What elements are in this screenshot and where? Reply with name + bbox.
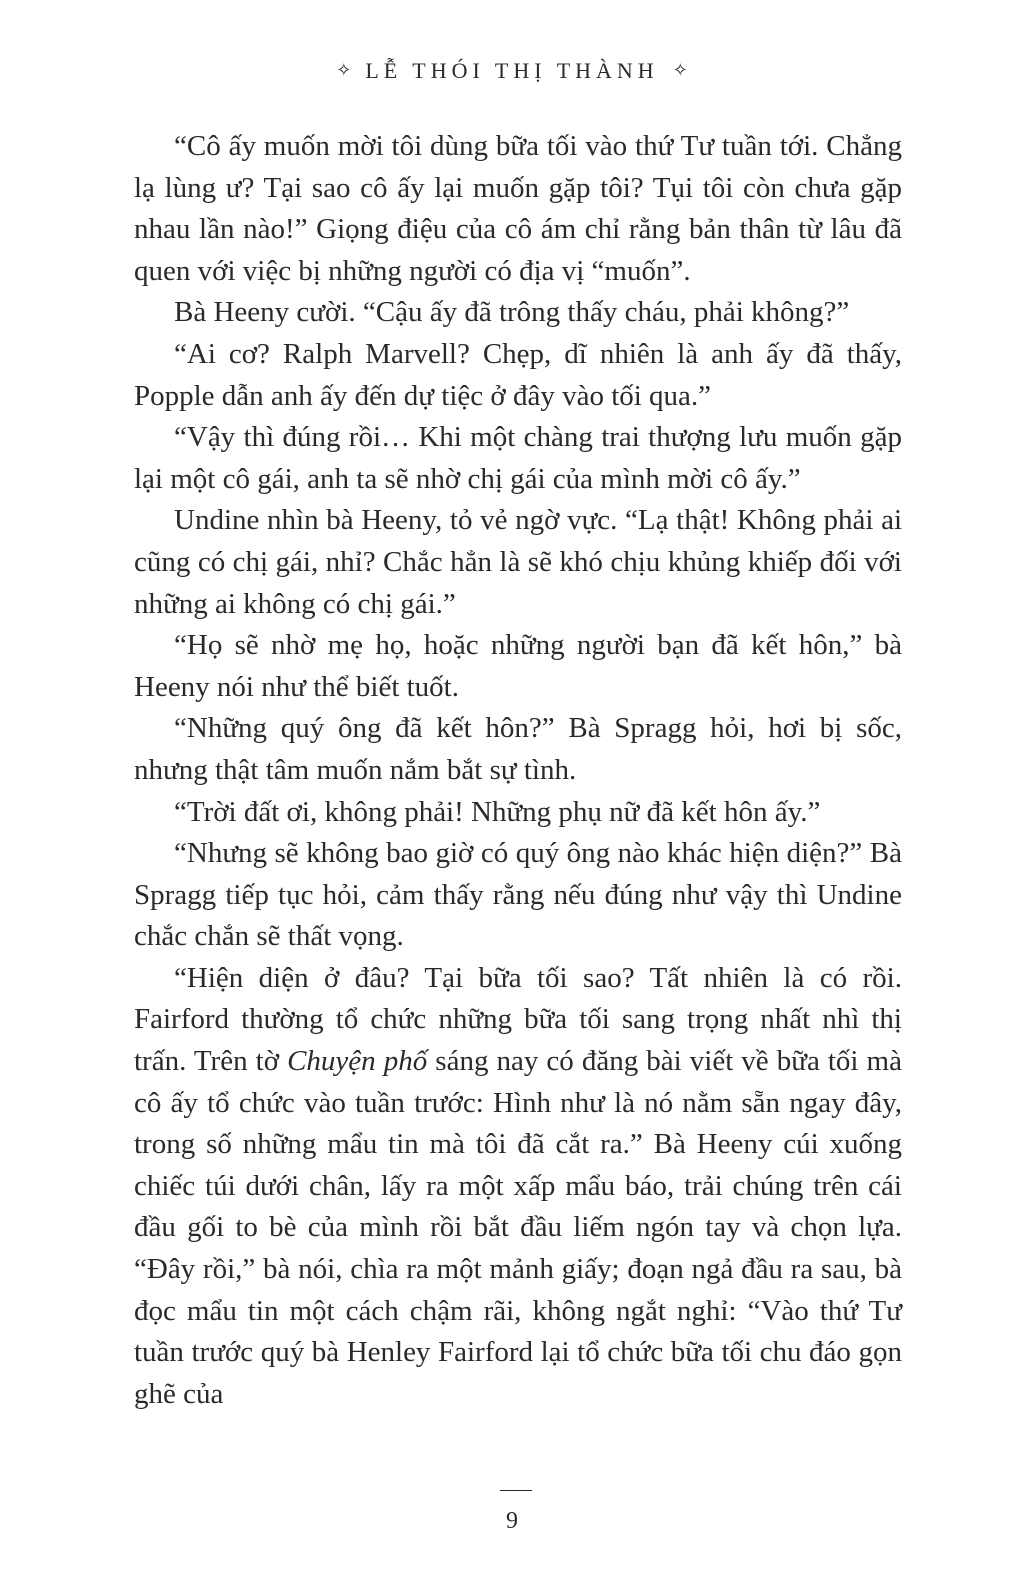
paragraph-6: “Họ sẽ nhờ mẹ họ, hoặc những người bạn đã kết hôn,” bà Heeny nói như thể biết tuốt.	[134, 629, 902, 703]
paragraph-7: “Những quý ông đã kết hôn?” Bà Spragg hỏi, hơi bị sốc, nhưng thật tâm muốn nắm bắt sự tình.	[134, 712, 902, 786]
ornament-right-icon: ✧	[672, 60, 688, 80]
page-number: 9	[506, 1508, 518, 1534]
paragraph-8: “Trời đất ơi, không phải! Những phụ nữ đã kết hôn ấy.”	[174, 795, 821, 828]
paragraph-1: “Cô ấy muốn mời tôi dùng bữa tối vào thứ Tư tuần tới. Chẳng lạ lùng ư? Tại sao cô ấy lại muốn gặp tôi? Tụi tôi còn chưa gặp nhau lần nào!” Giọng điệu của cô ám chỉ rằng bản thân từ lâu đã quen với việc bị những người có địa vị “muốn”.	[134, 130, 902, 287]
paragraph-10-part-1: “Hiện diện ở đâu? Tại bữa tối sao? Tất nhiên là có rồi. Fairford thường tổ chức những bữa tối sang trọng nhất nhì thị trấn. Trên tờ	[134, 961, 902, 1078]
paragraph-5: Undine nhìn bà Heeny, tỏ vẻ ngờ vực. “Lạ thật! Không phải ai cũng có chị gái, nhỉ? Chắc hẳn là sẽ khó chịu khủng khiếp đối với những ai không có chị gái.”	[134, 504, 902, 620]
paragraph-3: “Ai cơ? Ralph Marvell? Chẹp, dĩ nhiên là anh ấy đã thấy, Popple dẫn anh ấy đến dự tiệc ở đây vào tối qua.”	[134, 337, 902, 412]
body-text	[134, 126, 902, 1415]
paragraph-10-part-2: sáng nay có đăng bài viết về bữa tối mà cô ấy tổ chức vào tuần trước: Hình như là nó nằm sẵn ngay đây, trong số những mẩu tin mà tôi đã cắt ra.” Bà Heeny cúi xuống chiếc túi dưới chân, lấy ra một xấp mẩu báo, trải chúng trên cái đầu gối to bè của mình rồi bắt đầu liếm ngón tay và chọn lựa. “Đây rồi,” bà nói, chìa ra một mảnh giấy; đoạn ngả đầu ra sau, bà đọc mẩu tin một cách chậm rãi, không ngắt nghỉ: “Vào thứ Tư tuần trước quý bà Henley Fairford lại tổ chức bữa tối chu đáo gọn ghẽ của	[134, 1045, 902, 1410]
newspaper-title: Chuyện phố	[287, 1045, 428, 1078]
paragraph-10	[134, 958, 902, 1416]
ornament-left-icon: ✧	[336, 60, 352, 80]
running-head	[0, 58, 1024, 84]
paragraph-2: Bà Heeny cười. “Cậu ấy đã trông thấy cháu, phải không?”	[174, 296, 850, 329]
folio-rule	[500, 1490, 532, 1491]
paragraph-4: “Vậy thì đúng rồi… Khi một chàng trai thượng lưu muốn gặp lại một cô gái, anh ta sẽ nhờ chị gái của mình mời cô ấy.”	[134, 421, 902, 495]
paragraph-9: “Nhưng sẽ không bao giờ có quý ông nào khác hiện diện?” Bà Spragg tiếp tục hỏi, cảm thấy rằng nếu đúng như vậy thì Undine chắc chắn sẽ thất vọng.	[134, 837, 902, 953]
running-head-title: LỄ THÓI THỊ THÀNH	[365, 58, 659, 83]
